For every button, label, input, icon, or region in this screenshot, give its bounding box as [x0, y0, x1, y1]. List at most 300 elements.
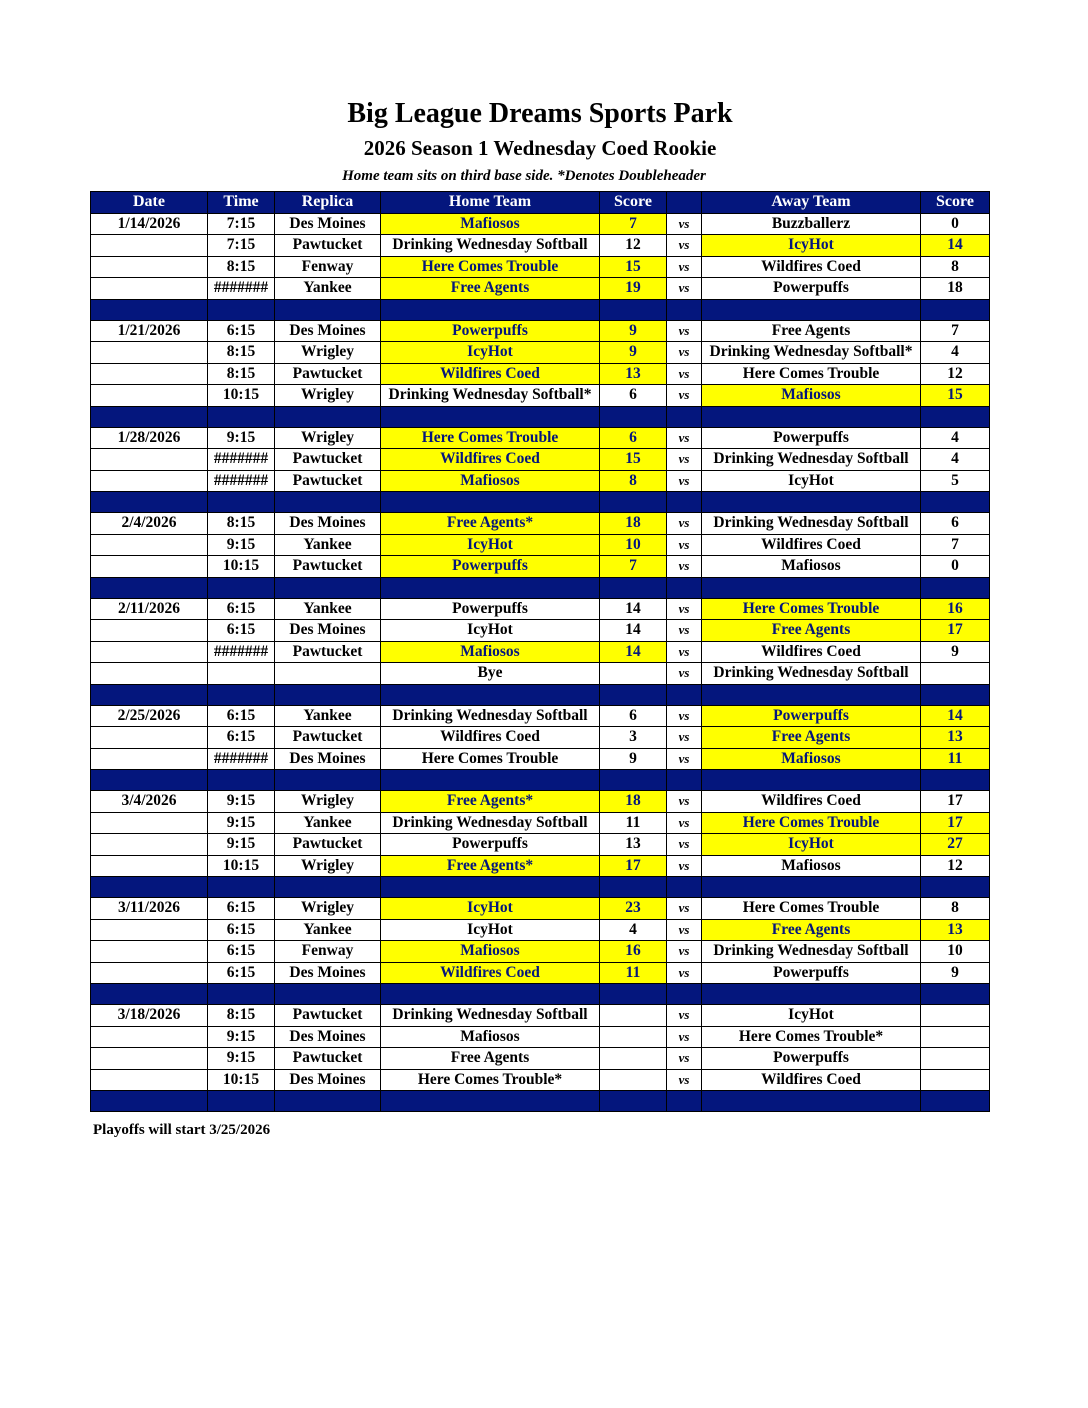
home-score-cell: 10: [600, 534, 667, 556]
table-row: [91, 962, 990, 984]
home-score-cell: 23: [600, 898, 667, 920]
away-team-cell: Powerpuffs: [702, 1048, 921, 1070]
separator-cell: [275, 577, 381, 598]
away-team-cell: IcyHot: [702, 1005, 921, 1027]
separator-cell: [600, 492, 667, 513]
separator-cell: [600, 684, 667, 705]
away-team-cell: Free Agents: [702, 320, 921, 342]
separator-cell: [921, 492, 990, 513]
separator-cell: [381, 492, 600, 513]
separator-cell: [208, 406, 275, 427]
replica-cell: Yankee: [275, 705, 381, 727]
separator-cell: [702, 684, 921, 705]
separator-cell: [381, 1091, 600, 1112]
table-row: [91, 427, 990, 449]
separator-cell: [921, 984, 990, 1005]
week-separator-row: [91, 492, 990, 513]
separator-cell: [208, 984, 275, 1005]
away-score-cell: 16: [921, 598, 990, 620]
header-home-team: Home Team: [381, 192, 600, 214]
home-team-cell: Drinking Wednesday Softball: [381, 705, 600, 727]
away-team-cell: Here Comes Trouble: [702, 598, 921, 620]
separator-cell: [667, 406, 702, 427]
away-team-cell: Mafiosos: [702, 748, 921, 770]
separator-cell: [702, 770, 921, 791]
replica-cell: Des Moines: [275, 962, 381, 984]
vs-cell: vs: [667, 235, 702, 257]
separator-cell: [91, 984, 208, 1005]
away-team-cell: Drinking Wednesday Softball: [702, 663, 921, 685]
separator-cell: [275, 1091, 381, 1112]
table-row: [91, 534, 990, 556]
vs-cell: vs: [667, 256, 702, 278]
vs-cell: vs: [667, 278, 702, 300]
home-score-cell: 9: [600, 748, 667, 770]
table-row: [91, 855, 990, 877]
home-team-cell: Mafiosos: [381, 641, 600, 663]
date-cell: 2/4/2026: [91, 513, 208, 535]
vs-cell: vs: [667, 470, 702, 492]
header-vs: [667, 192, 702, 214]
home-score-cell: 7: [600, 556, 667, 578]
replica-cell: Pawtucket: [275, 235, 381, 257]
home-team-cell: Powerpuffs: [381, 598, 600, 620]
home-team-cell: Wildfires Coed: [381, 727, 600, 749]
separator-cell: [921, 770, 990, 791]
vs-cell: vs: [667, 556, 702, 578]
away-team-cell: Free Agents: [702, 620, 921, 642]
schedule-table: [90, 191, 990, 1112]
home-score-cell: 15: [600, 256, 667, 278]
vs-cell: vs: [667, 727, 702, 749]
table-row: [91, 363, 990, 385]
away-score-cell: 7: [921, 534, 990, 556]
separator-cell: [667, 492, 702, 513]
table-row: [91, 941, 990, 963]
table-row: [91, 342, 990, 364]
home-team-cell: IcyHot: [381, 919, 600, 941]
date-cell: [91, 556, 208, 578]
away-score-cell: [921, 1069, 990, 1091]
away-score-cell: 17: [921, 791, 990, 813]
home-team-cell: Here Comes Trouble: [381, 748, 600, 770]
away-score-cell: 27: [921, 834, 990, 856]
home-team-cell: Free Agents: [381, 278, 600, 300]
time-cell: 7:15: [208, 213, 275, 235]
separator-cell: [208, 577, 275, 598]
home-score-cell: 7: [600, 213, 667, 235]
separator-cell: [275, 877, 381, 898]
away-score-cell: 13: [921, 919, 990, 941]
time-cell: 8:15: [208, 513, 275, 535]
away-team-cell: Here Comes Trouble: [702, 812, 921, 834]
replica-cell: Yankee: [275, 534, 381, 556]
time-cell: #######: [208, 449, 275, 471]
separator-cell: [381, 877, 600, 898]
week-separator-row: [91, 406, 990, 427]
home-score-cell: [600, 1026, 667, 1048]
separator-cell: [667, 1091, 702, 1112]
replica-cell: Fenway: [275, 256, 381, 278]
time-cell: 6:15: [208, 320, 275, 342]
separator-cell: [91, 406, 208, 427]
week-separator-row: [91, 684, 990, 705]
separator-cell: [702, 577, 921, 598]
time-cell: 6:15: [208, 941, 275, 963]
separator-cell: [275, 984, 381, 1005]
vs-cell: vs: [667, 941, 702, 963]
separator-cell: [702, 406, 921, 427]
separator-cell: [275, 406, 381, 427]
header-away-score: Score: [921, 192, 990, 214]
vs-cell: vs: [667, 213, 702, 235]
home-score-cell: 11: [600, 962, 667, 984]
time-cell: 9:15: [208, 427, 275, 449]
away-score-cell: 12: [921, 363, 990, 385]
separator-cell: [91, 877, 208, 898]
away-team-cell: Here Comes Trouble*: [702, 1026, 921, 1048]
separator-cell: [381, 577, 600, 598]
replica-cell: Wrigley: [275, 898, 381, 920]
separator-cell: [702, 984, 921, 1005]
header-home-score: Score: [600, 192, 667, 214]
week-separator-row: [91, 577, 990, 598]
time-cell: 10:15: [208, 385, 275, 407]
date-cell: [91, 1069, 208, 1091]
vs-cell: vs: [667, 342, 702, 364]
time-cell: 7:15: [208, 235, 275, 257]
vs-cell: vs: [667, 962, 702, 984]
away-score-cell: 4: [921, 342, 990, 364]
time-cell: 9:15: [208, 791, 275, 813]
time-cell: 10:15: [208, 1069, 275, 1091]
replica-cell: Pawtucket: [275, 641, 381, 663]
date-cell: [91, 812, 208, 834]
away-team-cell: IcyHot: [702, 470, 921, 492]
table-row: [91, 1069, 990, 1091]
away-team-cell: Mafiosos: [702, 556, 921, 578]
time-cell: 10:15: [208, 855, 275, 877]
vs-cell: vs: [667, 620, 702, 642]
vs-cell: vs: [667, 513, 702, 535]
home-score-cell: 9: [600, 320, 667, 342]
separator-cell: [667, 684, 702, 705]
home-score-cell: 15: [600, 449, 667, 471]
table-row: [91, 449, 990, 471]
week-separator-row: [91, 877, 990, 898]
home-team-cell: Free Agents*: [381, 513, 600, 535]
away-team-cell: Powerpuffs: [702, 962, 921, 984]
week-separator-row: [91, 984, 990, 1005]
vs-cell: vs: [667, 385, 702, 407]
home-score-cell: 17: [600, 855, 667, 877]
away-team-cell: Powerpuffs: [702, 278, 921, 300]
replica-cell: Pawtucket: [275, 1048, 381, 1070]
replica-cell: Des Moines: [275, 513, 381, 535]
time-cell: 10:15: [208, 556, 275, 578]
vs-cell: vs: [667, 363, 702, 385]
home-team-cell: Powerpuffs: [381, 834, 600, 856]
vs-cell: vs: [667, 534, 702, 556]
replica-cell: Des Moines: [275, 1026, 381, 1048]
away-score-cell: 4: [921, 449, 990, 471]
date-cell: [91, 534, 208, 556]
replica-cell: Yankee: [275, 812, 381, 834]
home-team-cell: IcyHot: [381, 620, 600, 642]
separator-cell: [208, 684, 275, 705]
week-separator-row: [91, 770, 990, 791]
separator-cell: [702, 299, 921, 320]
date-cell: [91, 919, 208, 941]
vs-cell: vs: [667, 320, 702, 342]
vs-cell: vs: [667, 919, 702, 941]
vs-cell: vs: [667, 663, 702, 685]
date-cell: [91, 342, 208, 364]
table-row: [91, 641, 990, 663]
time-cell: [208, 663, 275, 685]
vs-cell: vs: [667, 855, 702, 877]
away-team-cell: Free Agents: [702, 727, 921, 749]
separator-cell: [921, 877, 990, 898]
date-cell: 1/21/2026: [91, 320, 208, 342]
home-score-cell: 3: [600, 727, 667, 749]
home-score-cell: 14: [600, 620, 667, 642]
away-score-cell: 4: [921, 427, 990, 449]
vs-cell: vs: [667, 598, 702, 620]
date-cell: [91, 834, 208, 856]
date-cell: [91, 235, 208, 257]
away-score-cell: 9: [921, 962, 990, 984]
separator-cell: [921, 299, 990, 320]
away-score-cell: 0: [921, 556, 990, 578]
away-team-cell: Here Comes Trouble: [702, 363, 921, 385]
separator-cell: [381, 984, 600, 1005]
date-cell: 3/4/2026: [91, 791, 208, 813]
date-cell: [91, 641, 208, 663]
home-score-cell: 16: [600, 941, 667, 963]
replica-cell: Pawtucket: [275, 449, 381, 471]
home-score-cell: 14: [600, 641, 667, 663]
table-row: [91, 834, 990, 856]
schedule-note: Home team sits on third base side. *Denotes Doubleheader: [342, 168, 706, 184]
separator-cell: [667, 877, 702, 898]
separator-cell: [208, 877, 275, 898]
date-cell: [91, 1048, 208, 1070]
separator-cell: [91, 577, 208, 598]
replica-cell: Pawtucket: [275, 363, 381, 385]
time-cell: 9:15: [208, 1026, 275, 1048]
week-separator-row: [91, 299, 990, 320]
separator-cell: [600, 299, 667, 320]
table-row: [91, 235, 990, 257]
away-score-cell: 7: [921, 320, 990, 342]
replica-cell: Des Moines: [275, 320, 381, 342]
separator-cell: [921, 1091, 990, 1112]
home-team-cell: Drinking Wednesday Softball: [381, 1005, 600, 1027]
replica-cell: Wrigley: [275, 385, 381, 407]
separator-cell: [702, 492, 921, 513]
away-team-cell: Drinking Wednesday Softball: [702, 449, 921, 471]
vs-cell: vs: [667, 1048, 702, 1070]
date-cell: [91, 1026, 208, 1048]
date-cell: [91, 748, 208, 770]
vs-cell: vs: [667, 641, 702, 663]
separator-cell: [600, 877, 667, 898]
away-team-cell: Drinking Wednesday Softball*: [702, 342, 921, 364]
away-team-cell: Wildfires Coed: [702, 641, 921, 663]
home-score-cell: 14: [600, 598, 667, 620]
separator-cell: [381, 299, 600, 320]
away-score-cell: 8: [921, 898, 990, 920]
away-score-cell: 18: [921, 278, 990, 300]
table-row: [91, 385, 990, 407]
away-score-cell: [921, 1048, 990, 1070]
vs-cell: vs: [667, 748, 702, 770]
vs-cell: vs: [667, 449, 702, 471]
replica-cell: Pawtucket: [275, 727, 381, 749]
home-score-cell: 9: [600, 342, 667, 364]
time-cell: 8:15: [208, 363, 275, 385]
home-score-cell: 18: [600, 513, 667, 535]
home-team-cell: Drinking Wednesday Softball: [381, 235, 600, 257]
page-subtitle: 2026 Season 1 Wednesday Coed Rookie: [363, 136, 717, 160]
date-cell: [91, 962, 208, 984]
home-score-cell: 13: [600, 834, 667, 856]
table-row: [91, 898, 990, 920]
home-team-cell: IcyHot: [381, 342, 600, 364]
date-cell: 1/14/2026: [91, 213, 208, 235]
table-row: [91, 727, 990, 749]
home-team-cell: Wildfires Coed: [381, 449, 600, 471]
page-title: Big League Dreams Sports Park: [347, 98, 733, 129]
vs-cell: vs: [667, 812, 702, 834]
vs-cell: vs: [667, 1069, 702, 1091]
replica-cell: Wrigley: [275, 791, 381, 813]
vs-cell: vs: [667, 1026, 702, 1048]
away-team-cell: Wildfires Coed: [702, 256, 921, 278]
away-team-cell: Wildfires Coed: [702, 791, 921, 813]
away-score-cell: 10: [921, 941, 990, 963]
separator-cell: [600, 577, 667, 598]
replica-cell: Fenway: [275, 941, 381, 963]
vs-cell: vs: [667, 898, 702, 920]
week-separator-row: [91, 1091, 990, 1112]
time-cell: 9:15: [208, 812, 275, 834]
home-team-cell: Mafiosos: [381, 213, 600, 235]
separator-cell: [600, 1091, 667, 1112]
replica-cell: Yankee: [275, 598, 381, 620]
home-team-cell: Drinking Wednesday Softball*: [381, 385, 600, 407]
home-team-cell: Free Agents*: [381, 791, 600, 813]
away-team-cell: Powerpuffs: [702, 427, 921, 449]
separator-cell: [600, 984, 667, 1005]
home-team-cell: Powerpuffs: [381, 320, 600, 342]
separator-cell: [667, 770, 702, 791]
vs-cell: vs: [667, 791, 702, 813]
table-row: [91, 919, 990, 941]
table-row: [91, 598, 990, 620]
table-row: [91, 556, 990, 578]
time-cell: 6:15: [208, 898, 275, 920]
home-team-cell: Wildfires Coed: [381, 363, 600, 385]
time-cell: 9:15: [208, 534, 275, 556]
table-row: [91, 748, 990, 770]
table-row: [91, 705, 990, 727]
time-cell: #######: [208, 748, 275, 770]
separator-cell: [667, 299, 702, 320]
header-time: Time: [208, 192, 275, 214]
home-score-cell: [600, 1069, 667, 1091]
time-cell: 8:15: [208, 1005, 275, 1027]
date-cell: [91, 278, 208, 300]
away-score-cell: [921, 1026, 990, 1048]
schedule-body: [91, 213, 990, 1112]
home-score-cell: 6: [600, 427, 667, 449]
away-score-cell: 6: [921, 513, 990, 535]
date-cell: 3/18/2026: [91, 1005, 208, 1027]
date-cell: [91, 727, 208, 749]
separator-cell: [91, 492, 208, 513]
time-cell: 6:15: [208, 727, 275, 749]
separator-cell: [208, 299, 275, 320]
date-cell: 2/11/2026: [91, 598, 208, 620]
separator-cell: [921, 684, 990, 705]
home-team-cell: Bye: [381, 663, 600, 685]
table-row: [91, 791, 990, 813]
home-score-cell: 19: [600, 278, 667, 300]
header-replica: Replica: [275, 192, 381, 214]
away-score-cell: 15: [921, 385, 990, 407]
away-score-cell: 13: [921, 727, 990, 749]
time-cell: 6:15: [208, 919, 275, 941]
separator-cell: [275, 770, 381, 791]
date-cell: [91, 941, 208, 963]
separator-cell: [702, 1091, 921, 1112]
header-away-team: Away Team: [702, 192, 921, 214]
away-team-cell: Free Agents: [702, 919, 921, 941]
table-row: [91, 1005, 990, 1027]
time-cell: 9:15: [208, 834, 275, 856]
home-score-cell: [600, 663, 667, 685]
table-row: [91, 470, 990, 492]
away-score-cell: [921, 663, 990, 685]
time-cell: 9:15: [208, 1048, 275, 1070]
home-team-cell: Mafiosos: [381, 941, 600, 963]
home-team-cell: Free Agents: [381, 1048, 600, 1070]
separator-cell: [702, 877, 921, 898]
date-cell: [91, 855, 208, 877]
home-team-cell: Wildfires Coed: [381, 962, 600, 984]
separator-cell: [91, 770, 208, 791]
time-cell: 6:15: [208, 598, 275, 620]
away-score-cell: 0: [921, 213, 990, 235]
home-team-cell: Powerpuffs: [381, 556, 600, 578]
vs-cell: vs: [667, 1005, 702, 1027]
separator-cell: [91, 299, 208, 320]
replica-cell: Wrigley: [275, 855, 381, 877]
replica-cell: Des Moines: [275, 213, 381, 235]
away-score-cell: 11: [921, 748, 990, 770]
away-team-cell: Buzzballerz: [702, 213, 921, 235]
table-row: [91, 513, 990, 535]
away-score-cell: 17: [921, 812, 990, 834]
time-cell: 8:15: [208, 342, 275, 364]
away-score-cell: 8: [921, 256, 990, 278]
replica-cell: Des Moines: [275, 620, 381, 642]
home-team-cell: Here Comes Trouble*: [381, 1069, 600, 1091]
time-cell: 6:15: [208, 962, 275, 984]
separator-cell: [921, 577, 990, 598]
